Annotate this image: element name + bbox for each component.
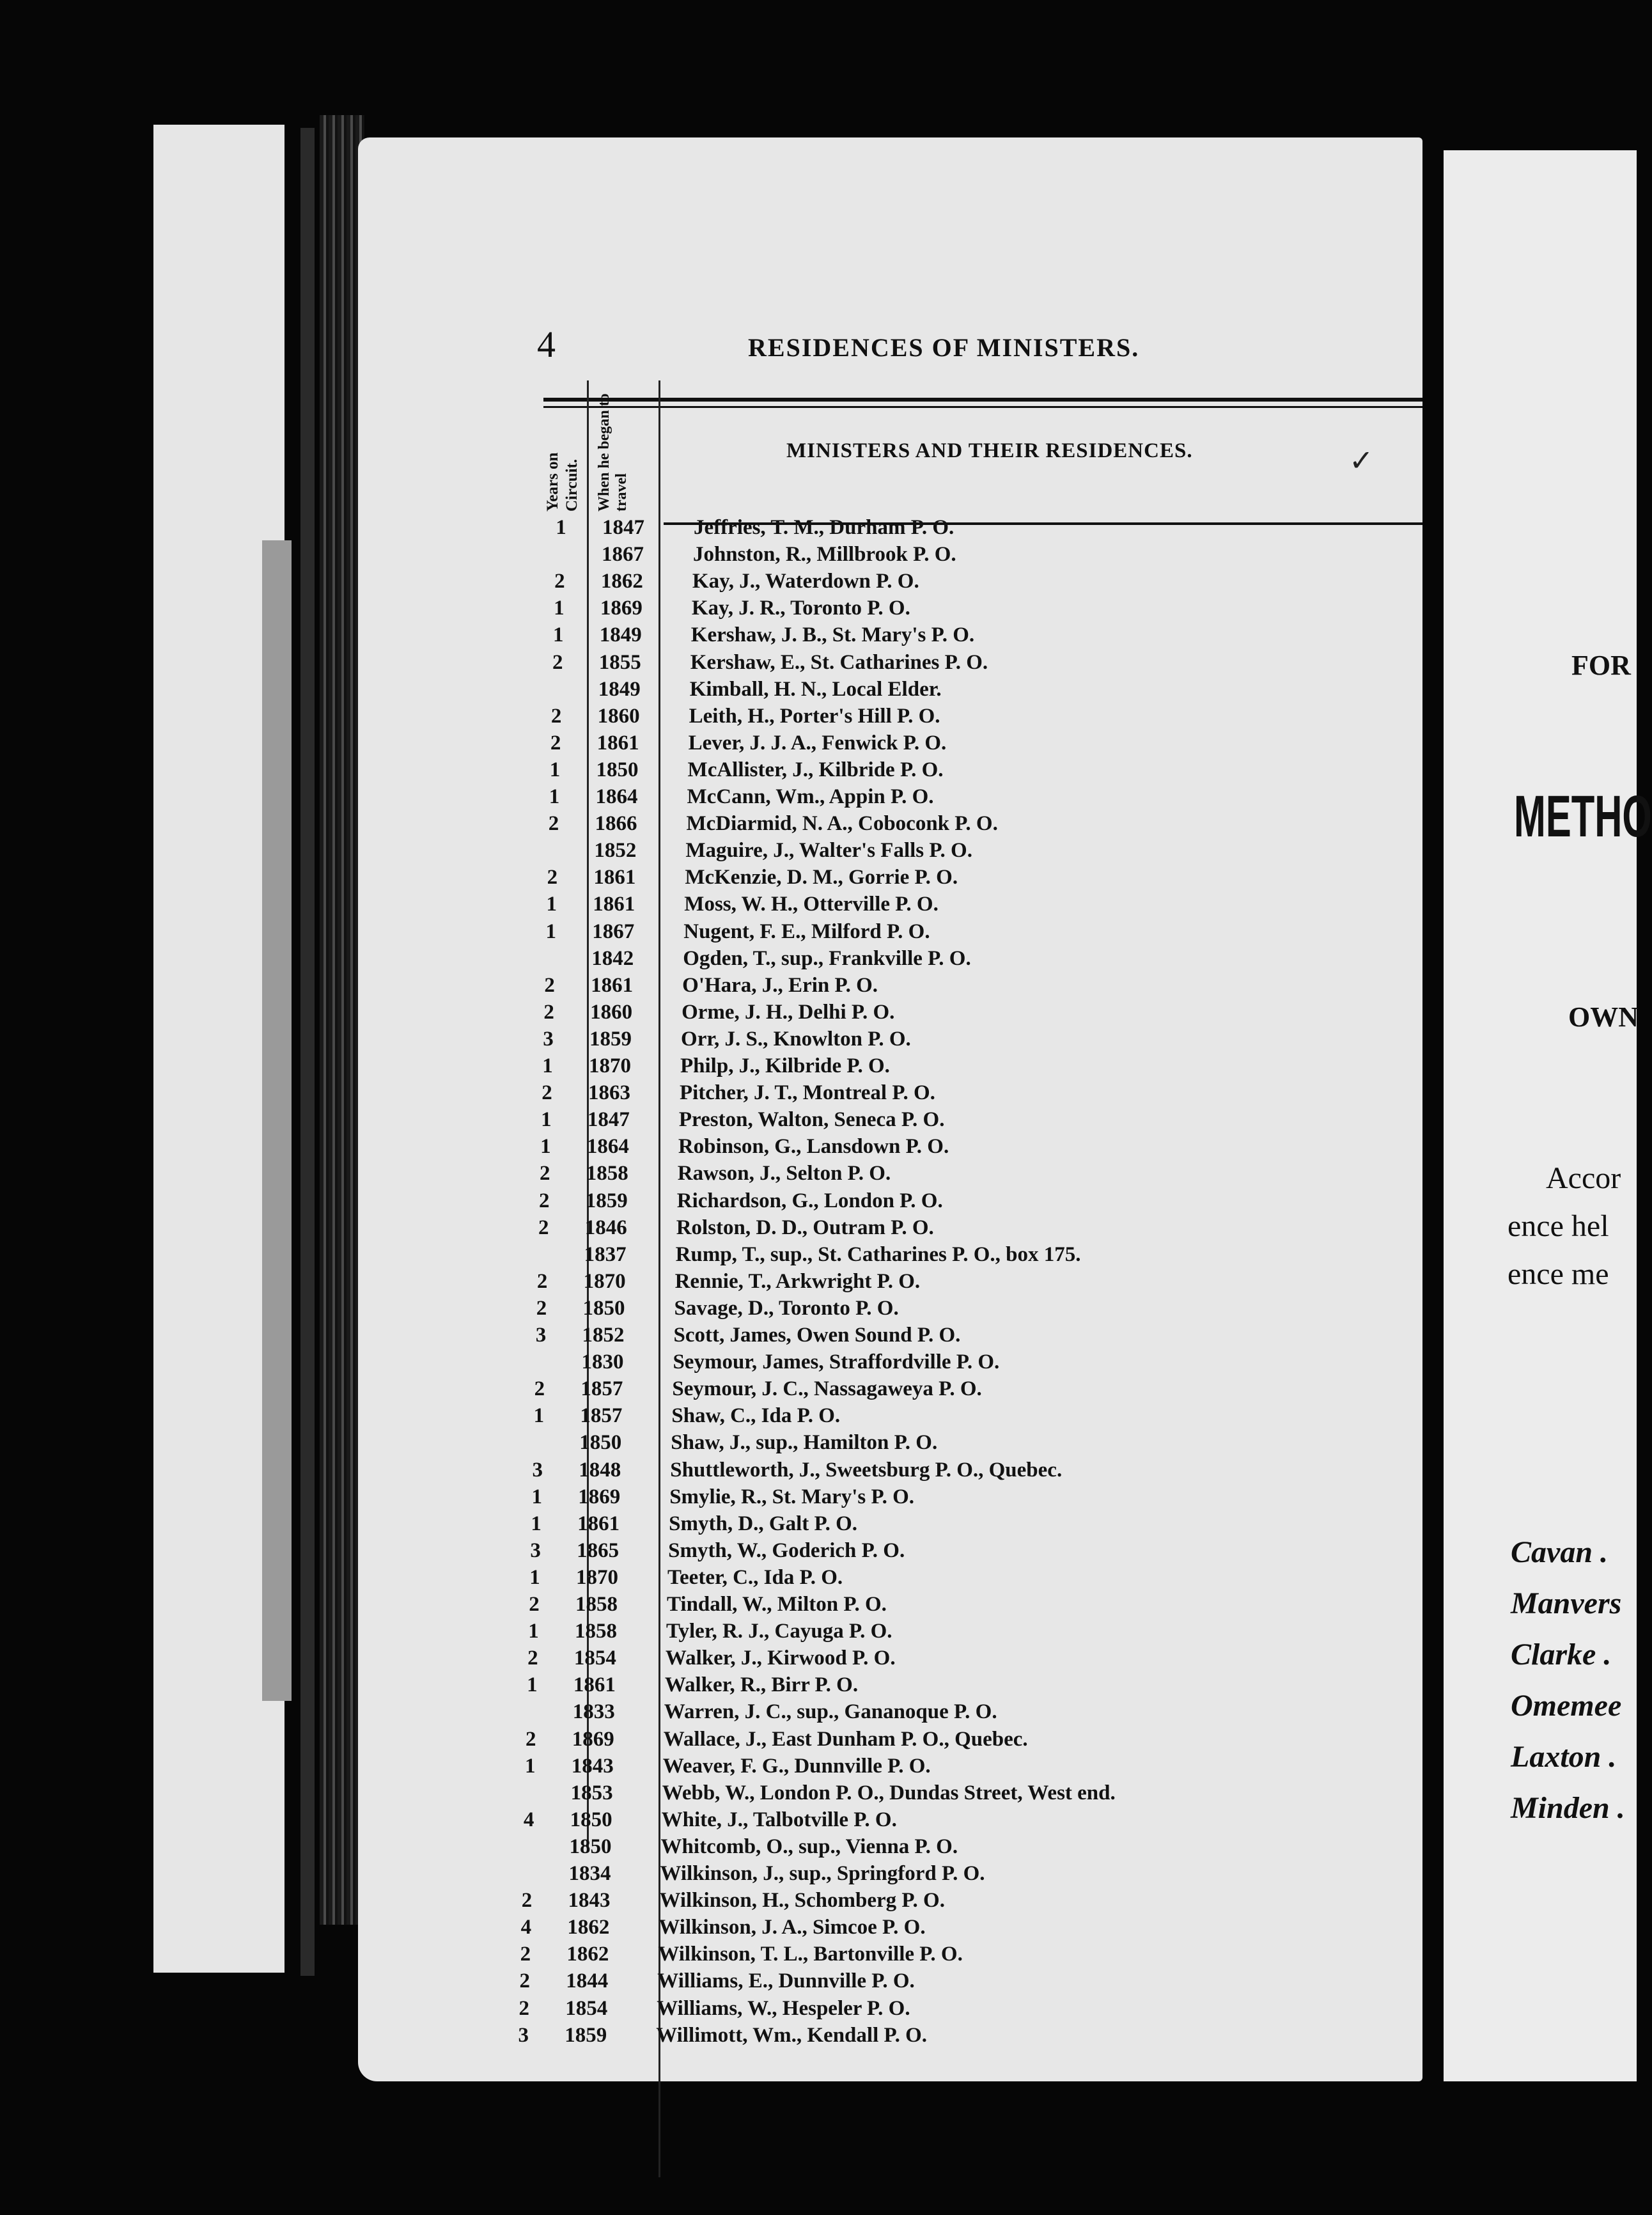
facing-page-fragment: METHO [1514,784,1652,849]
years-on-circuit-cell: 3 [535,1324,547,1347]
residence-cell: Willimott, Wm., Kendall P. O. [656,2023,928,2047]
began-year-cell: 1863 [588,1081,630,1105]
residence-cell: Richardson, G., London P. O. [676,1189,943,1212]
began-year-cell: 1852 [582,1324,625,1347]
residence-cell: Wilkinson, J., sup., Springford P. O. [660,1862,985,1885]
residence-cell: Philp, J., Kilbride P. O. [680,1054,890,1077]
years-on-circuit-cell: 2 [519,1969,531,1993]
residence-cell: Nugent, F. E., Milford P. O. [683,920,930,943]
residence-cell: Johnston, R., Millbrook P. O. [692,543,956,567]
years-on-circuit-cell: 2 [520,1943,531,1966]
began-year-cell: 1848 [579,1458,621,1482]
began-year-cell: 1842 [591,946,634,970]
began-year-cell: 1847 [587,1108,630,1132]
years-on-circuit-cell: 3 [518,2023,529,2047]
years-on-circuit-cell: 4 [520,1916,532,1939]
years-on-circuit-cell: 2 [540,1162,550,1186]
years-on-circuit-cell: 2 [521,1889,533,1913]
began-year-cell: 1869 [600,597,643,620]
check-mark-icon: ✓ [1349,444,1374,477]
header-rule [543,398,1422,402]
residence-cell: Shaw, J., sup., Hamilton P. O. [671,1431,938,1455]
began-year-cell: 1862 [566,1943,609,1966]
residence-cell: Jeffries, T. M., Durham P. O. [694,516,955,539]
years-on-circuit-cell: 2 [554,570,565,593]
years-on-circuit-cell: 2 [548,812,559,836]
residence-cell: Pitcher, J. T., Montreal P. O. [679,1081,935,1105]
facing-page-place: Omemee [1511,1689,1622,1723]
years-on-circuit-cell: 2 [534,1377,545,1401]
began-year-cell: 1860 [597,704,640,728]
began-year-cell: 1834 [568,1862,611,1885]
residence-cell: Whitcomb, O., sup., Vienna P. O. [660,1835,958,1858]
residence-cell: Teeter, C., Ida P. O. [667,1565,843,1589]
began-year-cell: 1850 [596,758,639,781]
residence-cell: Tyler, R. J., Cayuga P. O. [666,1620,892,1643]
began-year-cell: 1850 [582,1296,625,1320]
residence-cell: Williams, E., Dunnville P. O. [657,1969,915,1993]
facing-page [1444,150,1652,2081]
residence-cell: Leith, H., Porter's Hill P. O. [689,704,940,728]
residence-cell: Weaver, F. G., Dunnville P. O. [662,1754,931,1778]
began-year-cell: 1859 [565,2023,607,2047]
years-on-circuit-cell: 3 [543,1027,554,1051]
began-year-cell: 1846 [584,1216,627,1239]
began-year-cell: 1870 [576,1565,619,1589]
years-on-circuit-cell: 1 [527,1673,538,1697]
began-year-cell: 1857 [581,1377,623,1401]
residence-cell: Tindall, W., Milton P. O. [667,1593,887,1616]
residence-cell: Rawson, J., Selton P. O. [677,1162,891,1186]
years-on-circuit-cell: 1 [549,785,560,808]
residence-cell: Shuttleworth, J., Sweetsburg P. O., Quebec. [670,1458,1063,1482]
began-year-cell: 1870 [583,1269,626,1293]
residence-cell: Wilkinson, T. L., Bartonville P. O. [658,1943,963,1966]
residence-cell: Kay, J., Waterdown P. O. [692,570,919,593]
began-year-cell: 1859 [589,1027,632,1051]
began-year-cell: 1869 [578,1485,621,1508]
residence-cell: Orr, J. S., Knowlton P. O. [681,1027,911,1051]
residence-cell: Kay, J. R., Toronto P. O. [691,597,910,620]
began-year-cell: 1843 [571,1754,614,1778]
residence-cell: Warren, J. C., sup., Gananoque P. O. [664,1700,997,1724]
residence-cell: Maguire, J., Walter's Falls P. O. [685,839,972,863]
began-year-cell: 1861 [577,1512,620,1535]
years-on-circuit-cell: 1 [540,1135,551,1159]
years-on-circuit-cell: 2 [542,1081,552,1105]
years-on-circuit-cell: 4 [523,1808,534,1831]
residence-cell: Smyth, W., Goderich P. O. [668,1538,905,1562]
began-year-cell: 1854 [573,1647,616,1670]
years-on-circuit-cell: 2 [544,973,555,997]
facing-page-place: Minden . [1511,1791,1625,1825]
page-number: 4 [537,324,556,365]
years-on-circuit-cell: 3 [532,1458,543,1482]
years-on-circuit-cell: 2 [526,1727,536,1751]
book-page [358,137,1422,2081]
years-on-circuit-cell: 1 [524,1754,536,1778]
residence-cell: McKenzie, D. M., Gorrie P. O. [685,866,958,889]
began-year-cell: 1864 [586,1135,629,1159]
residence-cell: McDiarmid, N. A., Coboconk P. O. [686,812,998,836]
began-year-cell: 1833 [572,1700,615,1724]
began-year-cell: 1849 [599,623,642,647]
facing-page-fragment: ence me [1508,1257,1609,1291]
residence-cell: Webb, W., London P. O., Dundas Street, West end. [662,1781,1116,1804]
residence-cell: Kershaw, J. B., St. Mary's P. O. [690,623,975,647]
facing-page-fragment: OWN [1568,1001,1639,1033]
residence-cell: Shaw, C., Ida P. O. [671,1404,841,1428]
residence-cell: McCann, Wm., Appin P. O. [687,785,934,808]
began-year-cell: 1869 [572,1727,614,1751]
began-year-cell: 1853 [570,1781,613,1804]
began-year-cell: 1844 [566,1969,609,1993]
began-year-cell: 1860 [590,1000,633,1024]
began-year-cell: 1861 [593,866,636,889]
residence-cell: Smylie, R., St. Mary's P. O. [669,1485,915,1508]
began-year-cell: 1850 [569,1835,612,1858]
header-when-began: When he began to travel [596,393,630,512]
facing-page-place: Cavan . [1511,1535,1609,1569]
facing-page-fragment: Accor [1546,1161,1621,1195]
began-year-cell: 1858 [575,1593,618,1616]
years-on-circuit-cell: 2 [529,1593,540,1616]
residence-cell: Ogden, T., sup., Frankville P. O. [683,946,971,970]
years-on-circuit-cell: 1 [531,1512,542,1535]
book-binding [300,128,315,1976]
residence-cell: White, J., Talbotville P. O. [661,1808,897,1831]
years-on-circuit-cell: 2 [550,704,562,728]
began-year-cell: 1830 [581,1350,624,1374]
began-year-cell: 1862 [600,570,643,593]
header-years-on-circuit: Years on Circuit. [544,452,581,512]
background-sheet-shadow [262,540,292,1701]
facing-page-place: Laxton . [1511,1740,1617,1774]
years-on-circuit-cell: 1 [531,1485,542,1508]
residence-cell: Rump, T., sup., St. Catharines P. O., box 175. [675,1242,1081,1266]
began-year-cell: 1850 [570,1808,612,1831]
running-title: RESIDENCES OF MINISTERS. [748,333,1140,362]
facing-page-place: Clarke . [1511,1638,1612,1671]
began-year-cell: 1849 [598,677,641,701]
residence-cell: Walker, R., Birr P. O. [664,1673,859,1697]
residence-cell: Kimball, H. N., Local Elder. [689,677,942,701]
began-year-cell: 1862 [567,1916,610,1939]
began-year-cell: 1864 [595,785,638,808]
years-on-circuit-cell: 1 [528,1620,539,1643]
residence-cell: Kershaw, E., St. Catharines P. O. [690,650,988,674]
began-year-cell: 1843 [568,1889,611,1913]
years-on-circuit-cell: 2 [536,1296,547,1320]
residence-cell: Seymour, J. C., Nassagaweya P. O. [672,1377,982,1401]
residence-cell: Smyth, D., Galt P. O. [669,1512,858,1535]
years-on-circuit-cell: 3 [530,1538,541,1562]
residence-cell: Walker, J., Kirwood P. O. [665,1647,896,1670]
years-on-circuit-cell: 2 [547,866,558,889]
began-year-cell: 1861 [596,731,639,755]
began-year-cell: 1870 [589,1054,631,1077]
facing-page-place: Manvers [1511,1586,1622,1620]
residence-cell: Savage, D., Toronto P. O. [674,1296,899,1320]
residence-cell: Rolston, D. D., Outram P. O. [676,1216,934,1239]
header-ministers: MINISTERS AND THEIR RESIDENCES. [786,439,1193,462]
residence-cell: Preston, Walton, Seneca P. O. [678,1108,945,1132]
years-on-circuit-cell: 1 [541,1108,552,1132]
residence-cell: Rennie, T., Arkwright P. O. [674,1269,921,1293]
years-on-circuit-cell: 2 [550,731,561,755]
began-year-cell: 1852 [594,839,637,863]
began-year-cell: 1861 [591,973,634,997]
residence-cell: Wilkinson, J. A., Simcoe P. O. [658,1916,926,1939]
years-on-circuit-cell: 1 [549,758,561,781]
years-on-circuit-cell: 2 [539,1189,550,1212]
began-year-cell: 1847 [602,516,644,539]
began-year-cell: 1867 [601,543,644,567]
years-on-circuit-cell: 1 [542,1054,553,1077]
began-year-cell: 1850 [579,1431,622,1455]
residence-cell: Williams, W., Hespeler P. O. [657,1996,910,2020]
residence-cell: Orme, J. H., Delhi P. O. [682,1000,895,1024]
residence-cell: Moss, W. H., Otterville P. O. [684,893,939,916]
began-year-cell: 1861 [593,893,635,916]
began-year-cell: 1867 [592,920,635,943]
residence-cell: Lever, J. J. A., Fenwick P. O. [688,731,947,755]
residence-cell: Wallace, J., East Dunham P. O., Quebec. [663,1727,1028,1751]
residence-cell: Seymour, James, Straffordville P. O. [673,1350,1000,1374]
began-year-cell: 1865 [577,1538,620,1562]
years-on-circuit-cell: 2 [518,1996,529,2020]
years-on-circuit-cell: 1 [529,1565,540,1589]
years-on-circuit-cell: 2 [527,1647,538,1670]
residence-cell: Robinson, G., Lansdown P. O. [678,1135,949,1159]
years-on-circuit-cell: 2 [538,1216,549,1239]
began-year-cell: 1859 [585,1189,628,1212]
years-on-circuit-cell: 1 [556,516,566,539]
began-year-cell: 1857 [580,1404,623,1428]
residence-cell: Scott, James, Owen Sound P. O. [673,1324,961,1347]
years-on-circuit-cell: 1 [533,1404,545,1428]
facing-page-fragment: FOR [1571,650,1631,681]
years-on-circuit-cell: 1 [554,597,565,620]
header-rule-thin [543,406,1422,408]
years-on-circuit-cell: 2 [536,1269,548,1293]
began-year-cell: 1858 [586,1162,628,1186]
years-on-circuit-cell: 1 [546,893,557,916]
began-year-cell: 1866 [595,812,637,836]
residence-cell: O'Hara, J., Erin P. O. [682,973,878,997]
years-on-circuit-cell: 2 [552,650,563,674]
facing-page-fragment: ence hel [1508,1209,1609,1243]
began-year-cell: 1855 [598,650,641,674]
began-year-cell: 1854 [565,1996,608,2020]
years-on-circuit-cell: 1 [553,623,564,647]
began-year-cell: 1861 [573,1673,616,1697]
years-on-circuit-cell: 2 [543,1000,554,1024]
began-year-cell: 1837 [584,1242,627,1266]
years-on-circuit-cell: 1 [545,920,556,943]
began-year-cell: 1858 [574,1620,617,1643]
residence-cell: Wilkinson, H., Schomberg P. O. [659,1889,945,1913]
residence-cell: McAllister, J., Kilbride P. O. [687,758,944,781]
